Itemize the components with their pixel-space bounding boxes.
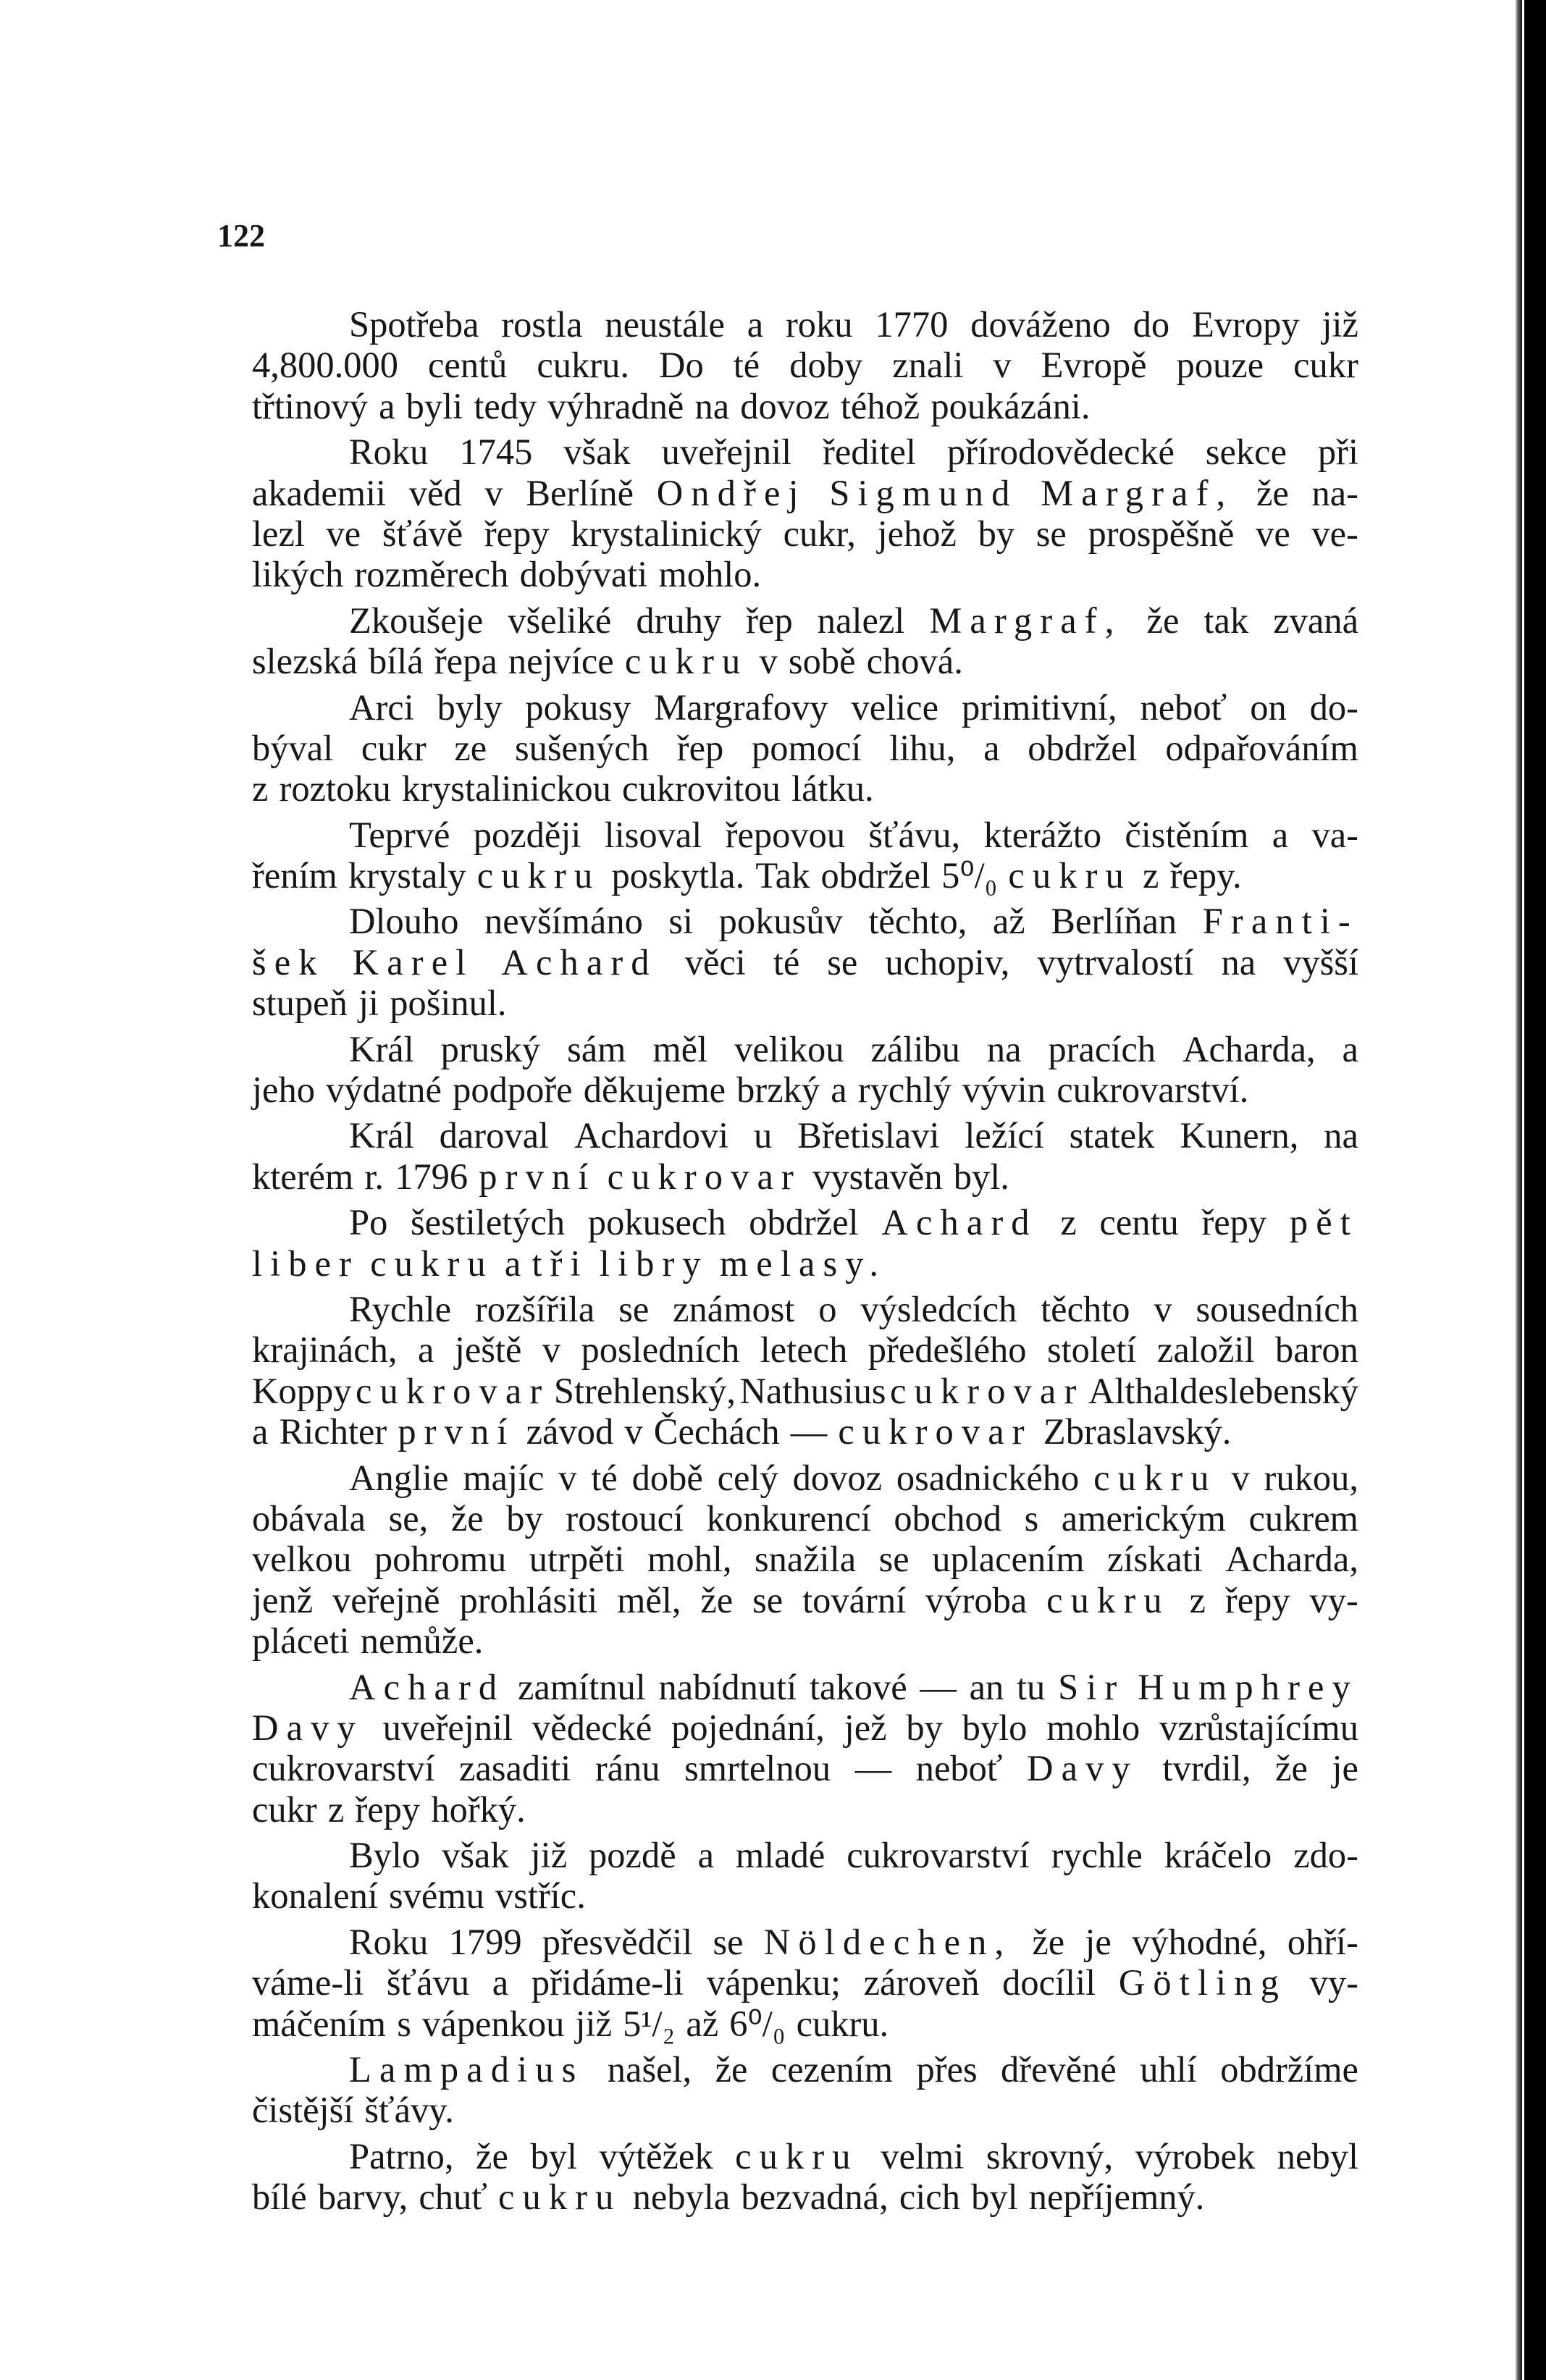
text-line: býval cukr ze sušených řep pomocí lihu, a obdržel odpařováním bbox=[252, 727, 1358, 768]
body-text bbox=[252, 304, 1358, 2218]
text-line: Rychle rozšířila se známost o výsledcích těchto v sousedních bbox=[349, 1288, 1358, 1329]
text-line: váme-li šťávu a přidáme-li vápenku; zároveň docílil Götling vy- bbox=[252, 1962, 1358, 2003]
text-line: Koppy cukrovar Strehlenský, Nathusius cukrovar Althaldeslebenský bbox=[252, 1370, 1358, 1411]
text-line: a Richter první závod v Čechách — cukrovar Zbraslavský. bbox=[252, 1411, 1232, 1452]
text-line: 4,800.000 centů cukru. Do té doby znali v Evropě pouze cukr bbox=[252, 345, 1358, 386]
page-edge-shadow bbox=[1515, 0, 1522, 2380]
text-line: jeho výdatné podpoře děkujeme brzký a rychlý vývin cukrovarství. bbox=[252, 1069, 1249, 1111]
text-line: velkou pohromu utrpěti mohl, snažila se uplacením získati Acharda, bbox=[252, 1539, 1358, 1580]
text-line: Patrno, že byl výtěžek cukru velmi skrovný, výrobek nebyl bbox=[349, 2135, 1358, 2177]
text-line: z roztoku krystalinickou cukrovitou látku. bbox=[252, 768, 874, 810]
text-line: Davy uveřejnil vědecké pojednání, jež by bylo mohlo vzrůstajícímu bbox=[252, 1707, 1358, 1748]
text-line: čistější šťávy. bbox=[252, 2090, 454, 2131]
text-line: Roku 1745 však uveřejnil ředitel přírodovědecké sekce při bbox=[349, 432, 1358, 473]
text-line: obávala se, že by rostoucí konkurencí obchod s americkým cukrem bbox=[252, 1497, 1358, 1539]
text-line: Roku 1799 přesvědčil se Nöldechen, že je výhodné, ohří- bbox=[349, 1921, 1358, 1962]
text-line: bílé barvy, chuť cukru nebyla bezvadná, cich byl nepříjemný. bbox=[252, 2177, 1205, 2218]
text-line: likých rozměrech dobývati mohlo. bbox=[252, 554, 762, 595]
text-line: šek Karel Achard věci té se uchopiv, vytrvalostí na vyšší bbox=[252, 941, 1358, 983]
text-line: konalení svému vstříc. bbox=[252, 1875, 586, 1917]
page-number: 122 bbox=[217, 218, 265, 253]
text-line: krajinách, a ještě v posledních letech předešlého století založil baron bbox=[252, 1329, 1358, 1371]
text-line: slezská bílá řepa nejvíce cukru v sobě chová. bbox=[252, 641, 963, 682]
text-line: Král daroval Achardovi u Břetislavi ležící statek Kunern, na bbox=[349, 1115, 1358, 1156]
text-line: akademii věd v Berlíně Ondřej Sigmund Margraf, že na- bbox=[252, 472, 1358, 513]
text-line: třtinový a byli tedy výhradně na dovoz téhož poukázáni. bbox=[252, 385, 1091, 426]
text-line: pláceti nemůže. bbox=[252, 1620, 484, 1662]
text-line: Lampadius našel, že cezením přes dřevěné uhlí obdržíme bbox=[349, 2049, 1358, 2090]
text-line: Po šestiletých pokusech obdržel Achard z centu řepy pět bbox=[349, 1202, 1358, 1243]
text-line: Bylo však již pozdě a mladé cukrovarství rychle kráčelo zdo- bbox=[349, 1835, 1358, 1876]
text-line: řením krystaly cukru poskytla. Tak obdržel 5⁰/₀ cukru z řepy. bbox=[252, 855, 1242, 896]
text-line: cukrovarství zasaditi ránu smrtelnou — neboť Davy tvrdil, že je bbox=[252, 1748, 1358, 1789]
text-line: Zkoušeje všeliké druhy řep nalezl Margraf, že tak zvaná bbox=[349, 600, 1358, 641]
text-line: stupeň ji pošinul. bbox=[252, 983, 507, 1024]
text-line: cukr z řepy hořký. bbox=[252, 1788, 526, 1830]
text-line: Achard zamítnul nabídnutí takové — an tu Sir Humphrey bbox=[349, 1666, 1358, 1707]
text-line: Dlouho nevšímáno si pokusův těchto, až Berlíňan Franti- bbox=[349, 901, 1358, 942]
text-line: Anglie majíc v té době celý dovoz osadnického cukru v rukou, bbox=[349, 1457, 1358, 1498]
text-line: Král pruský sám měl velikou zálibu na pracích Acharda, a bbox=[349, 1028, 1358, 1069]
text-line: lezl ve šťávě řepy krystalinický cukr, jehož by se prospěšně ve ve- bbox=[252, 513, 1358, 554]
text-line: Teprvé později lisoval řepovou šťávu, kterážto čistěním a va- bbox=[349, 814, 1358, 855]
text-line: Arci byly pokusy Margrafovy velice primitivní, neboť on do- bbox=[349, 686, 1358, 728]
text-line: máčením s vápenkou již 5¹/₂ až 6⁰/₀ cukru. bbox=[252, 2003, 889, 2044]
text-line: kterém r. 1796 první cukrovar vystavěn byl. bbox=[252, 1156, 1009, 1197]
text-line: Spotřeba rostla neustále a roku 1770 dováženo do Evropy již bbox=[349, 304, 1358, 345]
text-line: jenž veřejně prohlásiti měl, že se tovární výroba cukru z řepy vy- bbox=[252, 1579, 1358, 1620]
text-line: liber cukru a tři libry melasy. bbox=[252, 1242, 887, 1284]
